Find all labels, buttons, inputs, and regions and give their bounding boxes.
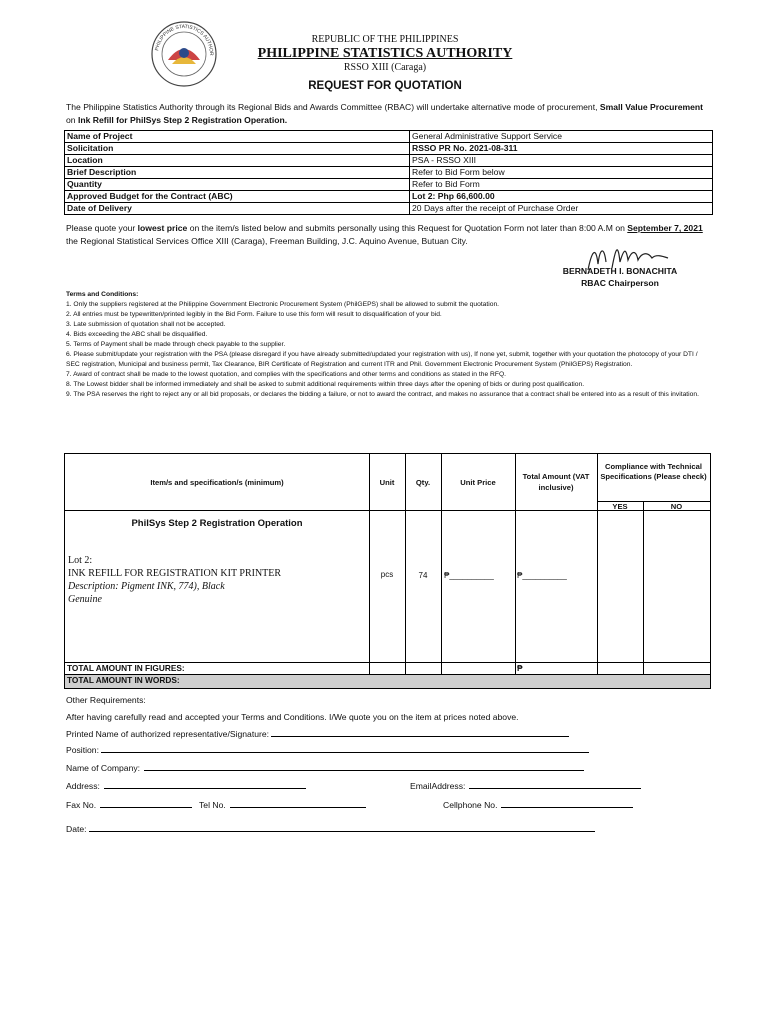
term-item: 4. Bids exceeding the ABC shall be disqualified.	[66, 331, 208, 338]
fax-field[interactable]: Fax No.	[66, 800, 192, 810]
signatory-name: BERNADETH I. BONACHITA	[562, 266, 678, 276]
info-row-quantity: Quantity Refer to Bid Form	[65, 179, 713, 191]
info-row-delivery: Date of Delivery 20 Days after the receipt of Purchase Order	[65, 203, 713, 215]
item-qty: 74	[418, 571, 428, 580]
total-figures-value[interactable]: ₱	[517, 663, 523, 673]
col-header-no: NO	[670, 502, 683, 511]
item-unit: pcs	[380, 570, 394, 579]
intro-paragraph: The Philippine Statistics Authority through its Regional Bids and Awards Committee (RBAC) will undertake alternative mode of procurement, Small Value Procurement on Ink Refill for PhilSys Step 2 Registration Operation.	[66, 102, 704, 125]
item-total[interactable]: ₱__________	[517, 571, 567, 580]
info-row-description: Brief Description Refer to Bid Form below	[65, 167, 713, 179]
republic-line: REPUBLIC OF THE PHILIPPINES	[311, 34, 459, 45]
bid-form-table	[64, 453, 711, 689]
project-info-table	[64, 130, 713, 215]
agency-name: PHILIPPINE STATISTICS AUTHORITY	[257, 46, 513, 61]
item-description: Lot 2: INK REFILL FOR REGISTRATION KIT PRINTER Description: Pigment INK, 774), Black Genuine	[68, 555, 282, 605]
info-row-project: Name of Project General Administrative Support Service	[65, 131, 713, 143]
col-header-unit-price: Unit Price	[460, 478, 496, 487]
company-field[interactable]: Name of Company:	[66, 763, 584, 773]
total-figures-label: TOTAL AMOUNT IN FIGURES:	[67, 663, 185, 673]
term-item: 9. The PSA reserves the right to reject any or all bid proposals, or declares the bidding a failure, or not to award the contract, and makes no assurance that a contract shall be entered into as a result of this invitation.	[66, 391, 699, 398]
email-field[interactable]: EmailAddress:	[410, 781, 641, 791]
signatory-role: RBAC Chairperson	[581, 278, 659, 288]
tel-field[interactable]: Tel No.	[199, 800, 366, 810]
office-name: RSSO XIII (Caraga)	[343, 62, 427, 73]
col-header-unit: Unit	[379, 478, 395, 487]
other-requirements-title: Other Requirements:	[66, 695, 146, 705]
address-field[interactable]: Address:	[66, 781, 306, 791]
terms-and-conditions	[66, 290, 711, 400]
document-title: REQUEST FOR QUOTATION	[308, 80, 462, 92]
term-item: 8. The Lowest bidder shall be informed immediately and shall be asked to submit additional requirements within three days after the opening of bids or during post qualification.	[66, 381, 585, 388]
term-item: 2. All entries must be typewritten/printed legibly in the Bid Form. Failure to use this form will result to disqualification of your bid.	[66, 311, 442, 318]
acceptance-statement: After having carefully read and accepted your Terms and Conditions. I/We quote you on the item at prices noted above.	[66, 712, 519, 722]
col-header-item: Item/s and specification/s (minimum)	[150, 478, 284, 487]
position-field[interactable]: Position:	[66, 745, 589, 755]
terms-title: Terms and Conditions:	[66, 291, 139, 298]
info-row-abc: Approved Budget for the Contract (ABC) Lot 2: Php 66,600.00	[65, 191, 713, 203]
total-words-label: TOTAL AMOUNT IN WORDS:	[67, 675, 180, 685]
printed-name-field[interactable]: Printed Name of authorized representative/Signature:	[66, 729, 569, 739]
term-item: 7. Award of contract shall be made to the lowest quotation, and complies with the specifications and other terms and conditions as stated in the RFQ.	[66, 371, 507, 378]
info-row-solicitation: Solicitation RSSO PR No. 2021-08-311	[65, 143, 713, 155]
info-row-location: Location PSA - RSSO XIII	[65, 155, 713, 167]
col-header-compliance: Compliance with Technical Specifications (Please check)	[600, 462, 707, 481]
quote-request-paragraph: Please quote your lowest price on the item/s listed below and submits personally using this Request for Quotation Form not later than 8:00 A.M on September 7, 2021 the Regional Statistical Services Office XIII (Caraga), Freeman Building, J.C. Aquino Avenue, Butuan City.	[66, 223, 703, 246]
section-title: PhilSys Step 2 Registration Operation	[131, 518, 303, 529]
col-header-yes: YES	[612, 502, 628, 511]
cellphone-field[interactable]: Cellphone No.	[443, 800, 633, 810]
item-unit-price[interactable]: ₱__________	[444, 571, 494, 580]
term-item: 1. Only the suppliers registered at the Philippine Government Electronic Procurement System (PhilGEPS) shall be allowed to submit the quotation.	[66, 301, 500, 308]
term-item: 6. Please submit/update your registration with the PSA (please disregard if you have already submitted/updated your registration with us), If none yet, submit, together with your quotation the photocopy of your DTI / SEC registration, Municipal and business permit, Tax Clearance, BIR Certificate of Registration and current ITR and Phil. Government Electronic Procurement System (PhilGEPS) Registration.	[66, 351, 698, 368]
col-header-qty: Qty.	[415, 478, 431, 487]
term-item: 3. Late submission of quotation shall not be accepted.	[66, 321, 226, 328]
term-item: 5. Terms of Payment shall be made through check payable to the supplier.	[66, 341, 286, 348]
col-header-total: Total Amount (VAT inclusive)	[522, 472, 590, 492]
svg-text:PHILIPPINE STATISTICS AUTHORIT: PHILIPPINE STATISTICS AUTHOR	[154, 23, 215, 56]
date-field[interactable]: Date:	[66, 824, 595, 834]
